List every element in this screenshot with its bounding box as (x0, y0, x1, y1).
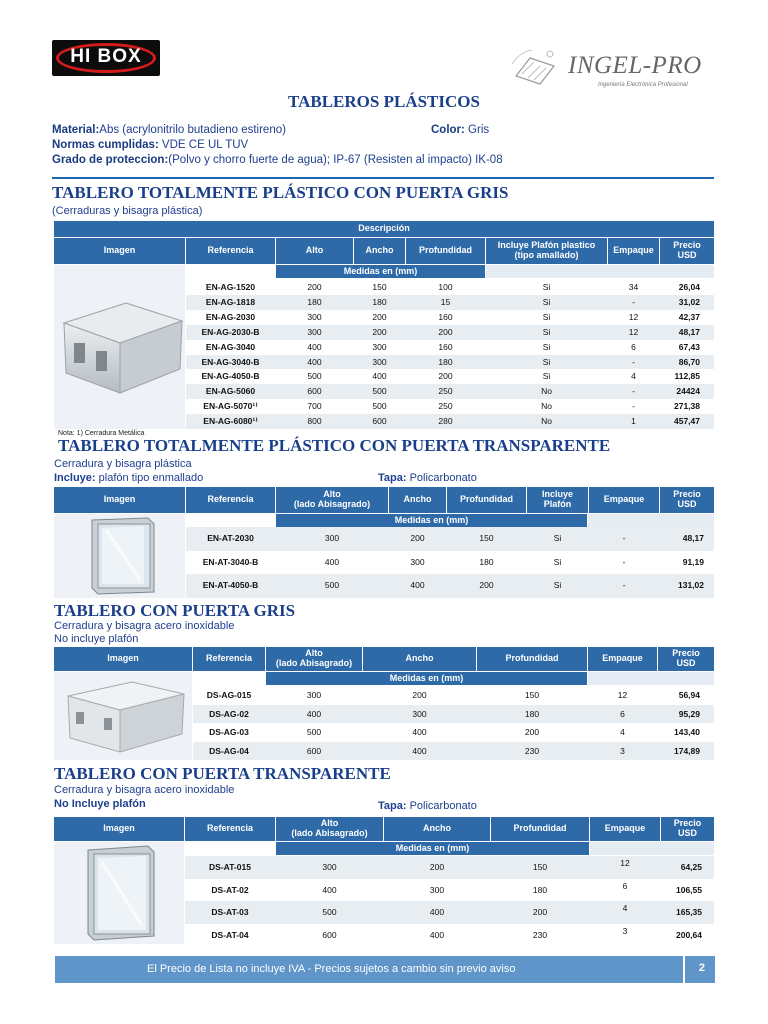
t2-plafon-header: Incluye Plafón (527, 487, 588, 513)
t2-medidas-header: Medidas en (mm) (276, 514, 587, 527)
cell-ancho: 400 (429, 907, 445, 917)
cell-ref: EN-AT-3040-B (202, 556, 259, 567)
t2-referencia-header: Referencia (186, 487, 275, 513)
cell-plafon: No (541, 416, 552, 427)
cell-emp: 4 (631, 371, 636, 382)
t3-imagen-header: Imagen (54, 647, 192, 671)
cell-prof: 150 (479, 533, 494, 543)
cell-ref: DS-AG-015 (206, 690, 252, 700)
t1-empaque-header: Empaque (608, 238, 659, 264)
cell-alto: 600 (306, 745, 322, 756)
cell-precio: 95,29 (678, 708, 700, 719)
t2-imagen-header: Imagen (54, 487, 185, 513)
t4-referencia-header: Referencia (185, 817, 275, 841)
section2-incluye-label: Incluye: (54, 472, 96, 484)
grado-label: Grado de proteccion: (52, 154, 169, 166)
section4-title: TABLERO CON PUERTA TRANSPARENTE (54, 764, 391, 783)
cell-plafon: Si (542, 296, 551, 307)
cell-prof: 180 (438, 356, 453, 367)
cell-emp: 12 (617, 690, 628, 700)
cell-ref: DS-AT-03 (211, 907, 249, 917)
cell-emp: 12 (628, 311, 639, 322)
section3-line2: No incluye plafón (54, 633, 139, 645)
cell-ancho: 200 (410, 533, 425, 543)
t4-ancho-header: Ancho (384, 817, 490, 841)
cell-prof: 230 (532, 929, 548, 940)
cell-precio: 48,17 (682, 533, 704, 543)
section1-note: Nota: 1) Cerradura Metálica (58, 430, 145, 437)
cell-alto: 600 (322, 929, 337, 940)
cell-prof: 160 (438, 341, 453, 352)
hibox-logo (52, 40, 160, 76)
cell-ancho: 400 (429, 929, 445, 940)
cell-precio: 112,85 (674, 371, 700, 382)
ingel-pro-tagline: Ingeniería Electrónica Profesional (598, 82, 688, 88)
cell-prof: 100 (438, 282, 453, 292)
cell-emp: 12 (620, 858, 630, 868)
section1-subtitle: (Cerraduras y bisagra plástica) (52, 205, 203, 217)
cell-precio: 24424 (676, 386, 700, 397)
cell-ancho: 200 (372, 326, 387, 337)
normas-value: VDE CE UL TUV (158, 139, 249, 151)
cell-prof: 150 (524, 690, 540, 700)
cell-prof: 200 (479, 580, 494, 591)
t2-profundidad-header: Profundidad (447, 487, 526, 513)
cell-precio: 91,19 (682, 556, 704, 567)
cell-alto: 500 (322, 907, 337, 917)
t3-ancho-header: Ancho (363, 647, 476, 671)
cell-ref: EN-AG-3040-B (201, 356, 260, 367)
cell-alto: 300 (307, 311, 322, 322)
cell-alto: 400 (322, 884, 337, 895)
section4-tapa-value: Policarbonato (406, 800, 477, 812)
cell-alto: 300 (307, 326, 322, 337)
cell-ref: EN-AG-1818 (205, 296, 256, 307)
material-value: Abs (acrylonitrilo butadieno estireno) (99, 124, 286, 136)
t1-product-image-cell (54, 265, 185, 429)
cell-ancho: 200 (372, 311, 387, 322)
section3-line1: Cerradura y bisagra acero inoxidable (54, 620, 235, 632)
cell-emp: - (632, 356, 635, 367)
cell-ref: EN-AT-4050-B (202, 580, 259, 591)
cell-plafon: Si (542, 356, 551, 367)
t1-ancho-header: Ancho (354, 238, 405, 264)
grado-line (52, 154, 503, 166)
cell-precio: 67,43 (678, 341, 700, 352)
t1-medidas-header: Medidas en (mm) (276, 265, 485, 278)
section2-line1: Cerradura y bisagra plástica (54, 458, 192, 470)
t4-medidas-header: Medidas en (mm) (276, 842, 589, 855)
cell-precio: 42,37 (678, 311, 700, 322)
cell-plafon: Si (542, 311, 551, 322)
cell-prof: 230 (524, 745, 540, 756)
t2-ancho-header: Ancho (389, 487, 446, 513)
t2-medidas-spacer (588, 514, 714, 527)
section2-tapa-value: Policarbonato (406, 472, 477, 484)
cell-ancho: 400 (412, 727, 427, 737)
transparent-enclosure-image (54, 514, 185, 598)
t1-imagen-header: Imagen (54, 238, 185, 264)
cell-prof: 15 (440, 296, 451, 307)
cell-prof: 150 (532, 862, 548, 872)
cell-alto: 400 (307, 356, 322, 367)
color-line (431, 124, 489, 136)
cell-ref: DS-AG-04 (209, 745, 249, 756)
cell-emp: - (622, 580, 626, 591)
cell-emp: 1 (631, 416, 636, 427)
circuit-board-icon (510, 46, 566, 86)
section4-line1: Cerradura y bisagra acero inoxidable (54, 784, 235, 796)
cell-ancho: 150 (372, 282, 387, 292)
cell-emp: 4 (622, 903, 628, 913)
cell-ancho: 500 (372, 386, 387, 397)
footer-bar (55, 956, 715, 983)
t3-product-image-cell (54, 672, 192, 760)
section2-incluye (54, 472, 203, 484)
t2-precio-header: Precio USD (660, 487, 714, 513)
t2-product-image-cell (54, 514, 185, 598)
cell-ancho: 600 (372, 416, 387, 427)
cell-prof: 180 (479, 556, 494, 567)
cell-plafon: Si (542, 282, 551, 292)
material-line (52, 124, 286, 136)
t4-imagen-header: Imagen (54, 817, 184, 841)
cell-alto: 500 (307, 371, 322, 382)
cell-precio: 165,35 (676, 907, 702, 917)
color-value: Gris (464, 124, 490, 136)
cell-prof: 160 (438, 311, 453, 322)
section4-tapa-label: Tapa: (378, 800, 407, 812)
section4-no-incluye-label: No Incluye (54, 798, 110, 810)
cell-prof: 200 (524, 727, 540, 737)
cell-alto: 800 (307, 416, 322, 427)
t3-alto-header: Alto (lado Abisagrado) (266, 647, 362, 671)
cell-alto: 600 (307, 386, 322, 397)
t1-profundidad-header: Profundidad (406, 238, 485, 264)
cell-emp: - (632, 401, 635, 412)
cell-precio: 131,02 (678, 580, 704, 591)
cell-ancho: 400 (372, 371, 387, 382)
cell-prof: 250 (438, 386, 453, 397)
t1-plafon-header: Incluye Plafón plastico (tipo amallado) (486, 238, 607, 264)
section4-no-incluye-value: plafón (109, 798, 146, 810)
normas-line (52, 139, 248, 151)
t1-referencia-header: Referencia (186, 238, 275, 264)
cell-ancho: 400 (410, 580, 425, 591)
section2-title: TABLERO TOTALMENTE PLÁSTICO CON PUERTA TRANSPARENTE (58, 436, 611, 455)
cell-alto: 300 (306, 690, 322, 700)
cell-alto: 300 (322, 862, 337, 872)
cell-emp: - (632, 296, 635, 307)
t4-product-image-cell (54, 842, 184, 944)
cell-emp: - (622, 533, 626, 543)
section2-tapa (378, 472, 477, 484)
t1-descripcion-header: Descripción (54, 221, 714, 237)
section2-incluye-value: plafón tipo enmallado (95, 472, 204, 484)
t3-empaque-header: Empaque (588, 647, 657, 671)
cell-alto: 300 (324, 533, 340, 543)
cell-precio: 271,38 (674, 401, 700, 412)
t3-medidas-spacer (588, 672, 714, 685)
section1-title: TABLERO TOTALMENTE PLÁSTICO CON PUERTA GRIS (52, 183, 509, 202)
page-title: TABLEROS PLÁSTICOS (288, 92, 480, 111)
cell-ref: EN-AG-2030-B (201, 326, 260, 337)
cell-prof: 250 (438, 401, 453, 412)
footer-separator (683, 956, 685, 983)
cell-alto: 400 (307, 341, 322, 352)
cell-alto: 400 (306, 708, 322, 719)
cell-emp: 3 (622, 925, 628, 936)
cell-alto: 500 (306, 727, 322, 737)
cell-emp: 3 (620, 745, 625, 756)
hibox-logo-text: HI BOX (70, 46, 142, 67)
cell-plafon: Si (553, 580, 562, 591)
cell-ref: DS-AG-02 (209, 708, 249, 719)
cell-emp: 34 (628, 282, 639, 292)
cell-emp: 6 (622, 880, 628, 891)
cell-ancho: 200 (412, 690, 427, 700)
cell-alto: 180 (307, 296, 322, 307)
cell-alto: 200 (307, 282, 322, 292)
t3-referencia-header: Referencia (193, 647, 265, 671)
cell-ancho: 400 (412, 745, 427, 756)
material-label: Material: (52, 124, 100, 136)
cell-ref: EN-AG-3040 (205, 341, 256, 352)
cell-prof: 180 (524, 708, 540, 719)
cell-precio: 26,04 (678, 282, 700, 292)
cell-plafon: Si (553, 556, 562, 567)
cell-ancho: 300 (412, 708, 427, 719)
cell-precio: 31,02 (678, 296, 700, 307)
t3-profundidad-header: Profundidad (477, 647, 587, 671)
ingel-pro-logo-text: INGEL-PRO (568, 52, 702, 79)
cell-ref: DS-AG-03 (209, 727, 249, 737)
cell-ancho: 300 (372, 341, 387, 352)
cell-emp: 6 (620, 708, 625, 719)
steel-hinge-transparent-enclosure-image (54, 842, 184, 944)
cell-plafon: No (541, 386, 552, 397)
t1-alto-header: Alto (276, 238, 353, 264)
gray-enclosure-image (54, 265, 185, 429)
cell-ref: EN-AT-2030 (207, 533, 254, 543)
cell-precio: 64,25 (680, 862, 702, 872)
cell-precio: 48,17 (678, 326, 700, 337)
section4-tapa (378, 800, 477, 812)
page-number: 2 (698, 962, 705, 974)
cell-emp: - (622, 556, 626, 567)
cell-precio: 106,55 (676, 884, 702, 895)
cell-ancho: 500 (372, 401, 387, 412)
cell-precio: 174,89 (674, 745, 700, 756)
cell-precio: 56,94 (678, 690, 700, 700)
normas-label: Normas cumplidas: (52, 139, 159, 151)
cell-prof: 200 (532, 907, 548, 917)
steel-hinge-enclosure-image (54, 672, 192, 760)
t2-empaque-header: Empaque (589, 487, 659, 513)
cell-precio: 457,47 (674, 416, 700, 427)
cell-precio: 143,40 (674, 727, 700, 737)
t2-alto-header: Alto (lado Abisagrado) (276, 487, 388, 513)
cell-alto: 400 (324, 556, 340, 567)
cell-ancho: 300 (372, 356, 387, 367)
cell-prof: 200 (438, 371, 453, 382)
cell-alto: 700 (307, 401, 322, 412)
cell-ref: EN-AG-5070¹⁾ (203, 401, 258, 412)
cell-ref: DS-AT-02 (211, 884, 249, 895)
t4-alto-header: Alto (lado Abisagrado) (276, 817, 383, 841)
cell-precio: 200,64 (676, 929, 702, 940)
cell-prof: 280 (438, 416, 453, 427)
color-label: Color: (431, 124, 465, 136)
cell-ref: EN-AG-2030 (205, 311, 256, 322)
cell-ancho: 300 (410, 556, 425, 567)
t3-precio-header: Precio USD (658, 647, 714, 671)
cell-emp: 12 (628, 326, 639, 337)
t4-empaque-header: Empaque (590, 817, 660, 841)
t3-medidas-header: Medidas en (mm) (266, 672, 587, 685)
t1-medidas-spacer (486, 265, 714, 278)
cell-emp: 4 (620, 727, 625, 737)
cell-ref: EN-AG-1520 (205, 282, 256, 292)
cell-ref: EN-AG-6080¹⁾ (203, 416, 258, 427)
cell-precio: 86,70 (678, 356, 700, 367)
cell-emp: 6 (631, 341, 636, 352)
section4-no-incluye (54, 798, 146, 810)
grado-value: (Polvo y chorro fuerte de agua); IP-67 (Resisten al impacto) IK-08 (168, 154, 503, 166)
cell-plafon: No (541, 401, 552, 412)
t1-precio-header: Precio USD (660, 238, 714, 264)
cell-emp: - (632, 386, 635, 397)
footer-text: El Precio de Lista no incluye IVA - Precios sujetos a cambio sin previo aviso (147, 963, 516, 975)
cell-plafon: Si (542, 341, 551, 352)
cell-plafon: Si (553, 533, 562, 543)
t4-precio-header: Precio USD (661, 817, 714, 841)
cell-prof: 200 (438, 326, 453, 337)
cell-ref: EN-AG-4050-B (201, 371, 260, 382)
cell-plafon: Si (542, 326, 551, 337)
section2-tapa-label: Tapa: (378, 472, 407, 484)
cell-ref: DS-AT-04 (211, 929, 249, 940)
section3-title: TABLERO CON PUERTA GRIS (54, 601, 296, 620)
cell-ref: EN-AG-5060 (205, 386, 256, 397)
t4-profundidad-header: Profundidad (491, 817, 589, 841)
cell-ancho: 200 (429, 862, 445, 872)
cell-ref: DS-AT-015 (209, 862, 251, 872)
cell-plafon: Si (542, 371, 551, 382)
cell-alto: 500 (324, 580, 340, 591)
section-divider (52, 177, 714, 179)
cell-prof: 180 (532, 884, 548, 895)
cell-ancho: 180 (372, 296, 387, 307)
cell-ancho: 300 (429, 884, 445, 895)
